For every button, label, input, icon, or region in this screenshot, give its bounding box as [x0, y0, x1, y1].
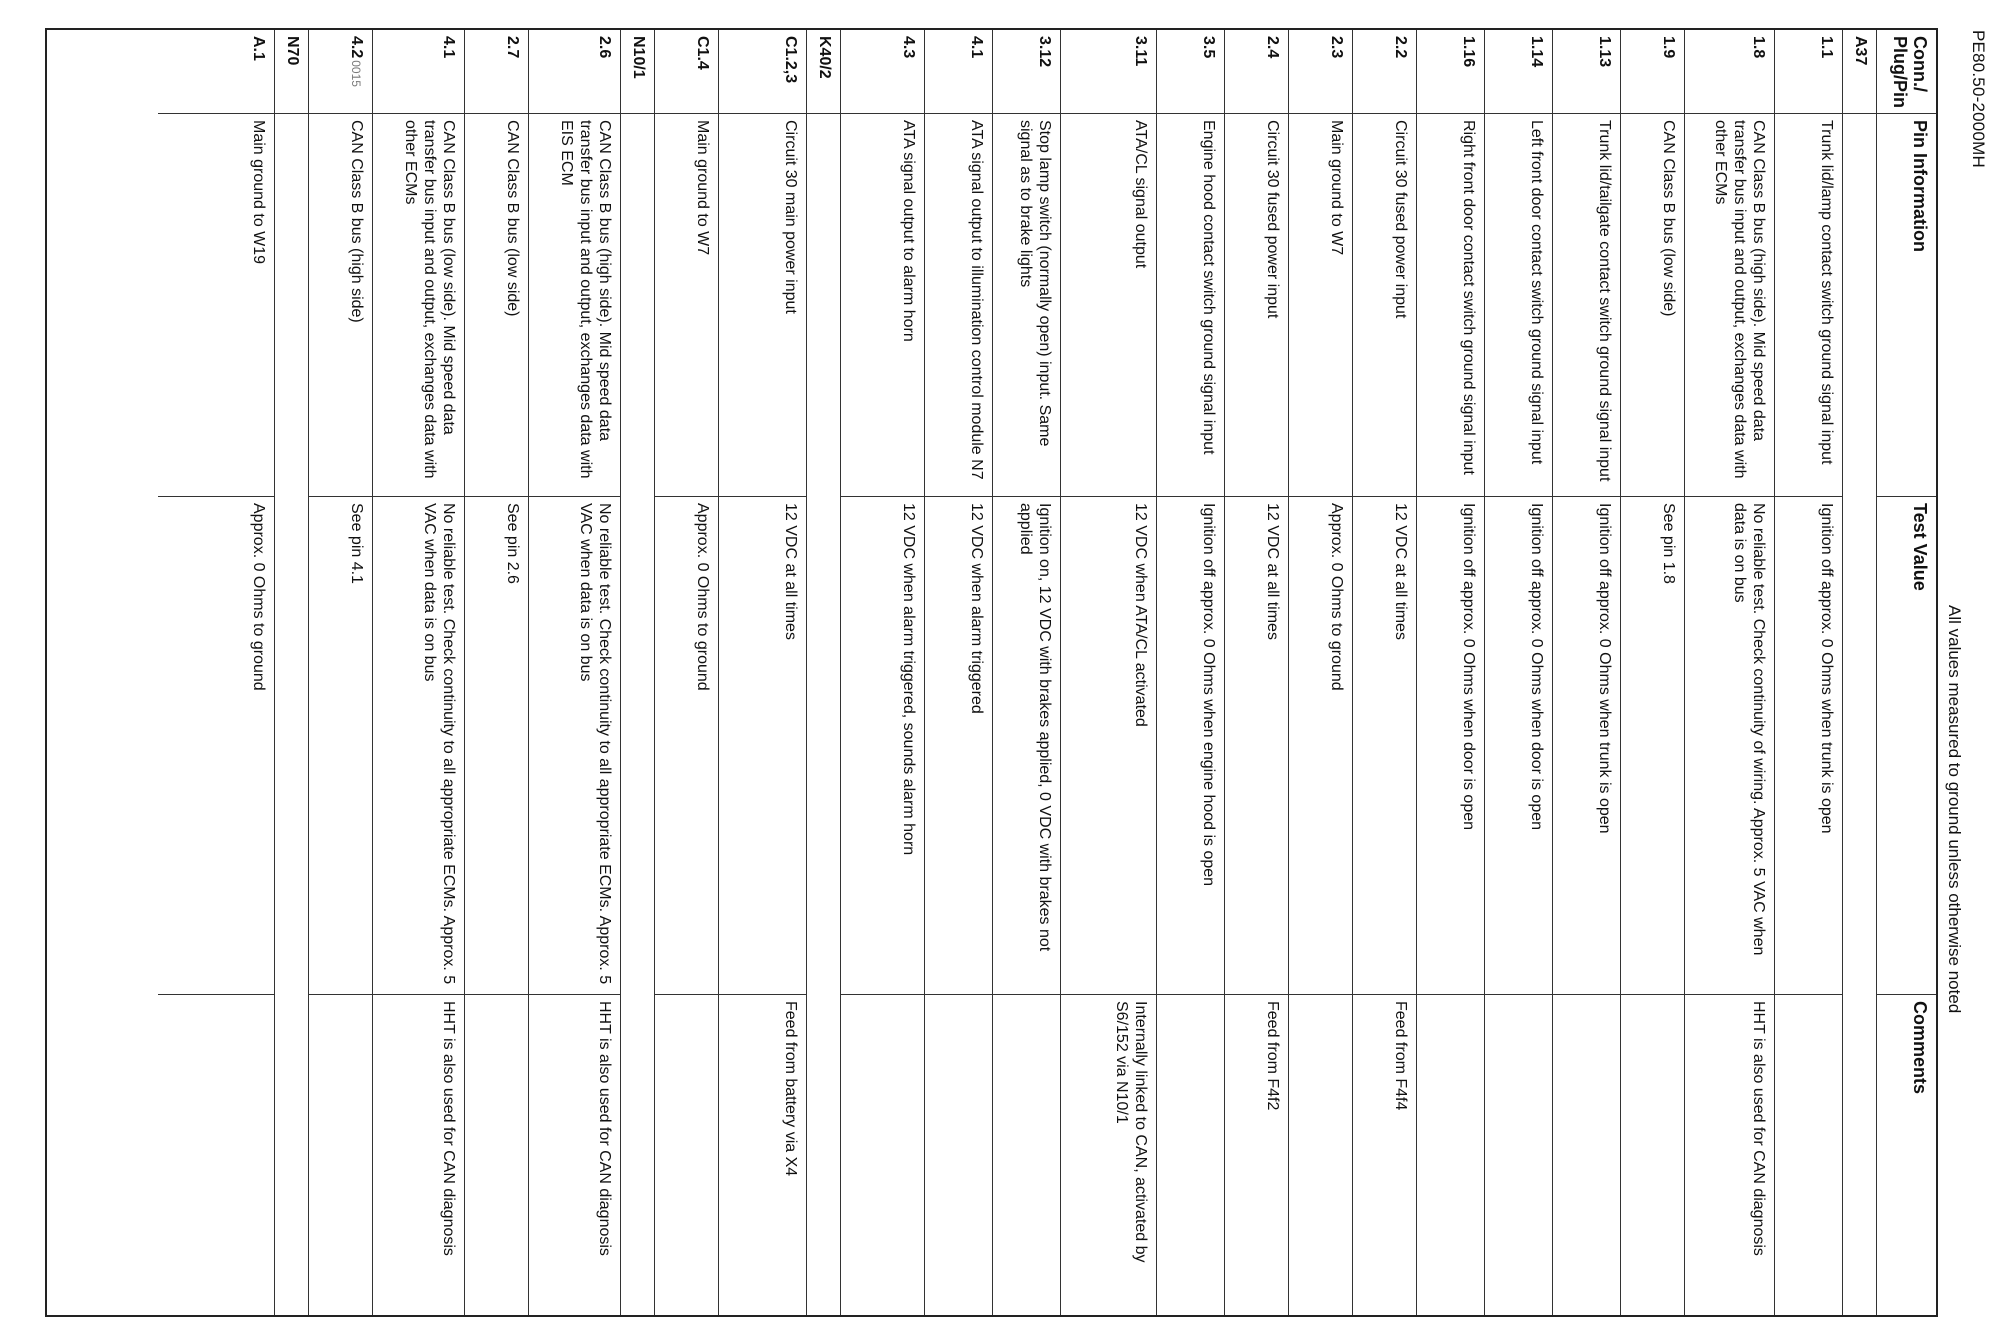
pin-info-cell: Engine hood contact switch ground signal input — [1157, 114, 1224, 497]
scan-stamp: 0015 — [349, 60, 363, 87]
pin-info-cell: ATA signal output to illumination control module N7 — [925, 114, 992, 497]
comment-cell — [1553, 995, 1620, 1315]
test-value-cell: 12 VDC at all times — [1225, 497, 1288, 995]
table-row — [1060, 30, 1156, 1315]
table-row — [1774, 30, 1842, 1315]
pin-info-cell: Left front door contact switch ground signal input — [1485, 114, 1552, 497]
table-row — [1484, 30, 1552, 1315]
pin-cell: 2.3 — [1289, 30, 1352, 114]
table-row — [924, 30, 992, 1315]
pin-info-cell: Circuit 30 fused power input — [1353, 114, 1416, 497]
table-row — [1156, 30, 1224, 1315]
test-value-cell: 12 VDC when alarm triggered — [925, 497, 992, 995]
comment-cell — [841, 995, 924, 1315]
header-conn-plug-pin: Conn./ Plug/Pin — [1877, 30, 1936, 114]
test-value-cell: Approx. 0 Ohms to ground — [1289, 497, 1352, 995]
pin-table — [45, 28, 1938, 1317]
pin-cell: A.1 — [158, 30, 274, 114]
test-value-cell: No reliable test. Check continuity to all appropriate ECMs. Approx. 5 VAC when data is on bus — [529, 497, 620, 995]
test-value-cell: 12 VDC when alarm triggered, sounds alarm horn — [841, 497, 924, 995]
pin-info-cell: Circuit 30 main power input — [719, 114, 806, 497]
table-row — [1416, 30, 1484, 1315]
comment-cell — [1417, 995, 1484, 1315]
test-value-cell: Approx. 0 Ohms to ground — [655, 497, 718, 995]
table-row — [1620, 30, 1684, 1315]
pin-cell: 1.13 — [1553, 30, 1620, 114]
pin-info-cell: Right front door contact switch ground signal input — [1417, 114, 1484, 497]
group-label: N70 — [275, 30, 308, 114]
pin-cell: 1.8 — [1685, 30, 1774, 114]
table-row — [372, 30, 464, 1315]
table-row — [158, 30, 274, 1315]
table-row — [1352, 30, 1416, 1315]
table-row — [1288, 30, 1352, 1315]
comment-cell — [1775, 995, 1842, 1315]
group-filler — [621, 114, 654, 1315]
comment-cell: HHT is also used for CAN diagnosis — [440, 1001, 457, 1256]
test-value-cell: 12 VDC when ATA/CL activated — [1061, 497, 1156, 995]
comment-cell — [925, 995, 992, 1315]
comment-cell: Internally linked to CAN, activated by S6/152 via N10/1 — [1113, 1001, 1149, 1263]
comment-cell — [158, 995, 274, 1315]
pin-number: 4.2 — [348, 36, 365, 59]
pin-cell: 1.1 — [1775, 30, 1842, 114]
test-value-cell: Ignition off approx. 0 Ohms when door is open — [1417, 497, 1484, 995]
pin-cell: 1.9 — [1621, 30, 1684, 114]
test-value-cell: No reliable test. Check continuity to all appropriate ECMs. Approx. 5 VAC when data is on bus — [373, 497, 464, 995]
group-filler — [275, 114, 308, 1315]
test-value-cell: Ignition off approx. 0 Ohms when trunk is open — [1775, 497, 1842, 995]
header-test-value: Test Value — [1877, 497, 1936, 995]
pin-cell: 2.7 — [465, 30, 528, 114]
pin-cell: 4.3 — [841, 30, 924, 114]
comment-cell: Feed from F4f4 — [1392, 1001, 1409, 1111]
pin-cell: 2.4 — [1225, 30, 1288, 114]
document-id: PE80.50-2000MH — [1969, 30, 1988, 168]
pin-info-cell: Circuit 30 fused power input — [1225, 114, 1288, 497]
pin-info-cell: CAN Class B bus (high side). Mid speed data transfer bus input and output, exchanges data with EIS ECM — [529, 114, 620, 497]
pin-cell: C1.4 — [655, 30, 718, 114]
header-pin-information: Pin Information — [1877, 114, 1936, 497]
pin-info-cell: CAN Class B bus (low side) — [465, 114, 528, 497]
comment-cell — [1289, 995, 1352, 1315]
pin-cell: 3.5 — [1157, 30, 1224, 114]
group-row-a37 — [1842, 30, 1876, 1315]
measurement-note: All values measured to ground unless otherwise noted — [1945, 605, 1964, 1014]
table-row — [654, 30, 718, 1315]
pin-info-cell: ATA signal output to alarm horn — [841, 114, 924, 497]
pin-info-cell: ATA/CL signal output — [1061, 114, 1156, 497]
comment-cell — [1157, 995, 1224, 1315]
group-label: K40/2 — [807, 30, 840, 114]
comment-cell — [465, 995, 528, 1315]
test-value-cell: Ignition off approx. 0 Ohms when door is open — [1485, 497, 1552, 995]
pin-cell: 2.6 — [529, 30, 620, 114]
comment-cell: Feed from F4f2 — [1264, 1001, 1281, 1111]
pin-cell: 1.14 — [1485, 30, 1552, 114]
pin-cell: 1.16 — [1417, 30, 1484, 114]
group-filler — [807, 114, 840, 1315]
test-value-cell: See pin 1.8 — [1621, 497, 1684, 995]
table-row — [464, 30, 528, 1315]
pin-cell: 3.11 — [1061, 30, 1156, 114]
comment-cell: HHT is also used for CAN diagnosis — [1750, 1001, 1767, 1256]
pin-info-cell: Main ground to W19 — [158, 114, 274, 497]
test-value-cell: 12 VDC at all times — [719, 497, 806, 995]
table-row — [308, 30, 372, 1315]
pin-cell: 2.2 — [1353, 30, 1416, 114]
group-label: N10/1 — [621, 30, 654, 114]
table-row — [528, 30, 620, 1315]
pin-cell — [309, 30, 372, 114]
group-filler — [1843, 114, 1876, 1315]
test-value-cell: 12 VDC at all times — [1353, 497, 1416, 995]
table-row — [840, 30, 924, 1315]
pin-cell: 4.1 — [925, 30, 992, 114]
pin-info-cell: CAN Class B bus (low side). Mid speed data transfer bus input and output, exchanges data with other ECMs — [373, 114, 464, 497]
table-row — [1684, 30, 1774, 1315]
table-row — [992, 30, 1060, 1315]
comment-cell: HHT is also used for CAN diagnosis — [596, 1001, 613, 1256]
comment-cell — [655, 995, 718, 1315]
comment-cell: Feed from battery via X4 — [782, 1001, 799, 1177]
pin-info-cell: Main ground to W7 — [655, 114, 718, 497]
table-row — [718, 30, 806, 1315]
comment-cell — [1485, 995, 1552, 1315]
pin-info-cell: CAN Class B bus (low side) — [1621, 114, 1684, 497]
pin-info-cell: Stop lamp switch (normally open) input. Same signal as to brake lights — [993, 114, 1060, 497]
test-value-cell: Ignition on, 12 VDC with brakes applied, 0 VDC with brakes not applied — [993, 497, 1060, 995]
header-comments: Comments — [1910, 1001, 1930, 1095]
pin-cell: C1.2,3 — [719, 30, 806, 114]
test-value-cell: No reliable test. Check continuity of wiring. Approx. 5 VAC when data is on bus — [1685, 497, 1774, 995]
table-row — [1552, 30, 1620, 1315]
group-row-n10-1 — [620, 30, 654, 1315]
group-row-n70 — [274, 30, 308, 1315]
test-value-cell: See pin 4.1 — [309, 497, 372, 995]
comment-cell — [309, 995, 372, 1315]
comment-cell — [993, 995, 1060, 1315]
pin-info-cell: CAN Class B bus (high side). Mid speed data transfer bus input and output, exchanges data with other ECMs — [1685, 114, 1774, 497]
comment-cell — [1621, 995, 1684, 1315]
group-label: A37 — [1843, 30, 1876, 114]
table-header-row — [1876, 30, 1936, 1315]
pin-cell: 3.12 — [993, 30, 1060, 114]
pin-info-cell: Trunk lid/tailgate contact switch ground signal input — [1553, 114, 1620, 497]
pin-info-cell: CAN Class B bus (high side) — [309, 114, 372, 497]
group-row-k40-2 — [806, 30, 840, 1315]
table-row — [1224, 30, 1288, 1315]
pin-info-cell: Trunk lid/lamp contact switch ground signal input — [1775, 114, 1842, 497]
test-value-cell: Ignition off approx. 0 Ohms when trunk is open — [1553, 497, 1620, 995]
test-value-cell: Approx. 0 Ohms to ground — [158, 497, 274, 995]
test-value-cell: See pin 2.6 — [465, 497, 528, 995]
pin-cell: 4.1 — [373, 30, 464, 114]
pin-info-cell: Main ground to W7 — [1289, 114, 1352, 497]
test-value-cell: Ignition off approx. 0 Ohms when engine hood is open — [1157, 497, 1224, 995]
